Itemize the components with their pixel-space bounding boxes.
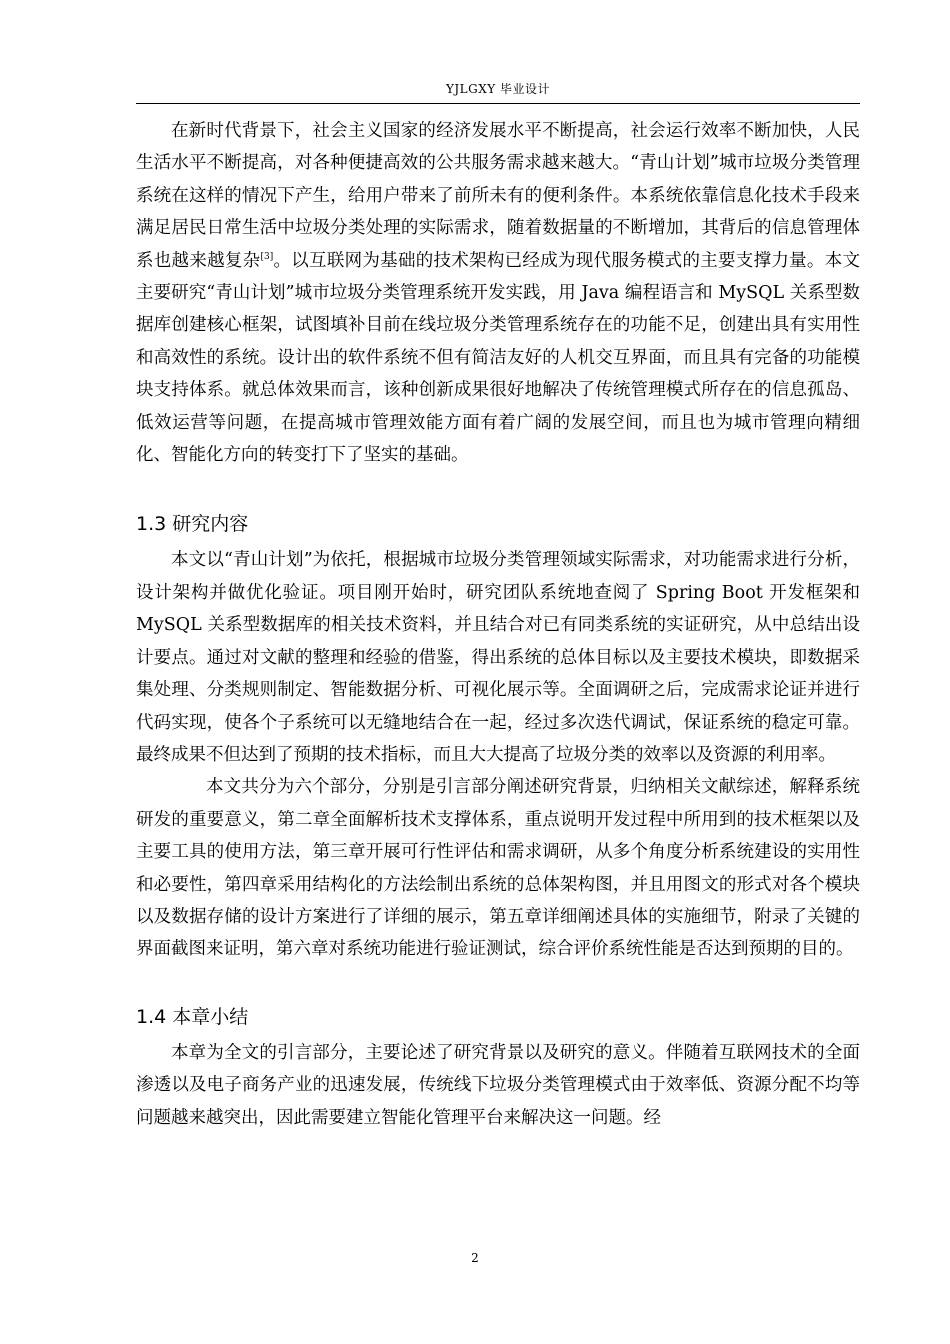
section-heading-1-4: 1.4 本章小结 (136, 1005, 249, 1028)
intro-text-part-2: 。以互联网为基础的技术架构已经成为现代服务模式的主要支撑力量。本文主要研究“青山计划”城市垃圾分类管理系统开发实践，用 Java 编程语言和 MySQL 关系型数据库创建核心框架，试图填补目前在线垃圾分类管理系统存在的功能不足，创建出具有实用性和高效性的系统。设计出的软件系统不但有简洁友好的人机交互界面，而且具有完备的功能模块支持体系。就总体效果而言，该种创新成果很好地解决了传统管理模式所存在的信息孤岛、低效运营等问题，在提高城市管理效能方面有着广阔的发展空间，而且也为城市管理向精细化、智能化方向的转变打下了坚实的基础。 (136, 250, 860, 466)
intro-paragraph (136, 115, 860, 471)
page-number: 2 (471, 1251, 479, 1265)
intro-text-part-1: 在新时代背景下，社会主义国家的经济发展水平不断提高，社会运行效率不断加快，人民生活水平不断提高，对各种便捷高效的公共服务需求越来越大。“青山计划”城市垃圾分类管理系统在这样的情况下产生，给用户带来了前所未有的便利条件。本系统依靠信息化技术手段来满足居民日常生活中垃圾分类处理的实际需求，随着数据量的不断增加，其背后的信息管理体系也越来越复杂 (136, 121, 860, 271)
page-body (136, 115, 860, 1134)
citation-marker[interactable]: [3] (260, 251, 274, 262)
thesis-structure-paragraph: 本文共分为六个部分，分别是引言部分阐述研究背景，归纳相关文献综述，解释系统研发的重要意义，第二章全面解析技术支撑体系，重点说明开发过程中所用到的技术框架以及主要工具的使用方法，第三章开展可行性评估和需求调研，从多个角度分析系统建设的实用性和必要性，第四章采用结构化的方法绘制出系统的总体架构图，并且用图文的形式对各个模块以及数据存储的设计方案进行了详细的展示，第五章详细阐述具体的实施细节，附录了关键的界面截图来证明，第六章对系统功能进行验证测试，综合评价系统性能是否达到预期的目的。 (136, 777, 860, 960)
header-divider (136, 103, 860, 104)
chapter-summary-paragraph: 本章为全文的引言部分，主要论述了研究背景以及研究的意义。伴随着互联网技术的全面渗透以及电子商务产业的迅速发展，传统线下垃圾分类管理模式由于效率低、资源分配不均等问题越来越突出，因此需要建立智能化管理平台来解决这一问题。经 (136, 1042, 860, 1128)
page-header: YJLGXY 毕业设计 (445, 82, 551, 96)
section-heading-1-3: 1.3 研究内容 (136, 513, 249, 536)
research-content-paragraph: 本文以“青山计划”为依托，根据城市垃圾分类管理领域实际需求，对功能需求进行分析，设计架构并做优化验证。项目刚开始时，研究团队系统地查阅了 Spring Boot 开发框架和 MySQL 关系型数据库的相关技术资料，并且结合对已有同类系统的实证研究，从中总结出设计要点。通过对文献的整理和经验的借鉴，得出系统的总体目标以及主要技术模块，即数据采集处理、分类规则制定、智能数据分析、可视化展示等。全面调研之后，完成需求论证并进行代码实现，使各个子系统可以无缝地结合在一起，经过多次迭代调试，保证系统的稳定可靠。最终成果不但达到了预期的技术指标，而且大大提高了垃圾分类的效率以及资源的利用率。 (136, 550, 860, 765)
